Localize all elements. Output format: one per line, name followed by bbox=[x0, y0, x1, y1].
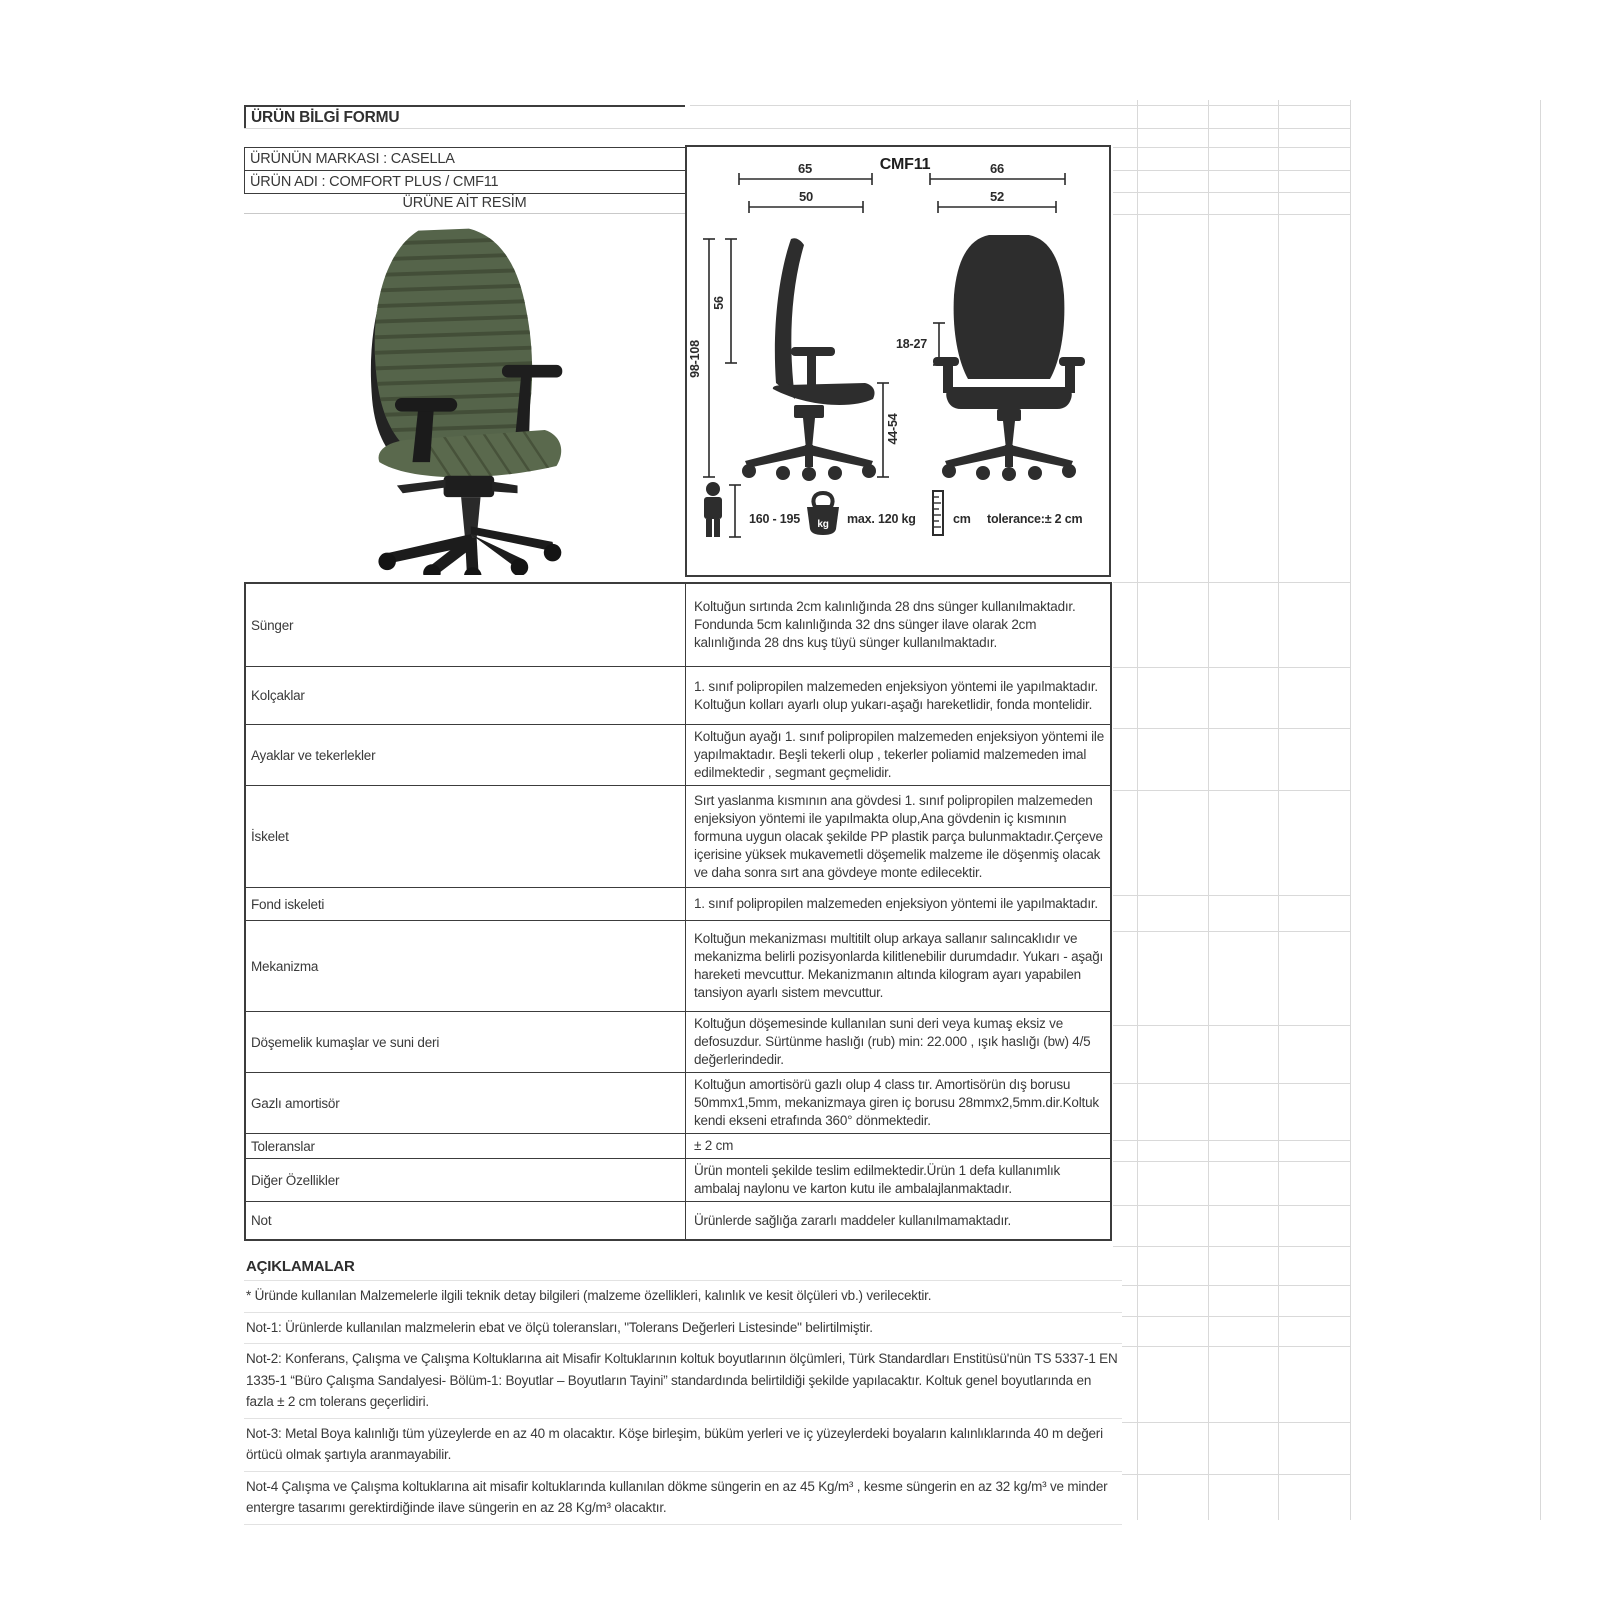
table-row-iskelet bbox=[246, 785, 1110, 887]
row-value: ± 2 cm bbox=[694, 1138, 734, 1153]
table-row-dosemelik bbox=[246, 1011, 1110, 1072]
dim-side-width: 65 bbox=[797, 161, 813, 176]
table-row-diger-ozellikler bbox=[246, 1158, 1110, 1201]
dim-front-width: 66 bbox=[989, 161, 1005, 176]
max-weight-label: max. 120 kg bbox=[847, 512, 916, 526]
table-row-ayaklar bbox=[246, 724, 1110, 785]
dimension-drawing bbox=[687, 147, 1109, 575]
note-item: Not-2: Konferans, Çalışma ve Çalışma Koltuklarına ait Misafir Koltuklarının koltuk boyutlarının ölçümleri, Türk Standardları Enstitüsü'nün TS 5337-1 EN 1335-1 “Büro Çalışma Sandalyesi- Bölüm-1: Boyutlar – Boyutların Tayini” standardında belirtildiği şekilde yapılacaktır. Koltuk genel boyutlarında en fazla ± 2 cm tolerans geçerlidiri. bbox=[244, 1343, 1122, 1418]
row-label: Ayaklar ve tekerlekler bbox=[246, 725, 686, 785]
table-row-gazli-amortisor bbox=[246, 1072, 1110, 1133]
note-item: Not-3: Metal Boya kalınlığı tüm yüzeylerde en az 40 m olacaktır. Köşe birleşim, büküm yerleri ve iç yüzeylerdeki boyaların kalınlıklarında 40 m değeri örtücü olmak şartıyla aranmayabilir. bbox=[244, 1418, 1122, 1471]
note-item: Not-1: Ürünlerde kullanılan malzmelerin ebat ve ölçü toleransları, "Tolerans Değerleri Listesinde" belirtilmiştir. bbox=[244, 1312, 1122, 1344]
table-row-toleranslar bbox=[246, 1133, 1110, 1158]
table-row-kolcaklar bbox=[246, 666, 1110, 724]
row-value: Sırt yaslanma kısmının ana gövdesi 1. sınıf polipropilen malzemeden enjeksiyon yöntemi ile yapılmakta olup,Ana gövdenin iç kısmının formuna uygun olacak şekilde PP plastik parça bulunmaktadır.Çerçeve içerisine yüksek mukavemetli döşemelik malzeme ile döşenmiş olacak ve daha sonra sırt ana gövdeye monte edilecektir. bbox=[694, 792, 1103, 880]
note-item: Not-4 Çalışma ve Çalışma koltuklarına ait misafir koltuklarında kullanılan dökme süngerin en az 45 Kg/m³ , kesme süngerin en az 32 kg/m³ ve minder entergre tasarımı gerektirdiğinde ilave süngerin en az 28 Kg/m³ olacaktır. bbox=[244, 1471, 1122, 1525]
table-row-fond-iskeleti bbox=[246, 887, 1110, 920]
kg-glyph: kg bbox=[817, 519, 829, 530]
row-value: Koltuğun sırtında 2cm kalınlığında 28 dns sünger kullanılmaktadır. Fondunda 5cm kalınlığında 32 dns sünger ilave olarak 2cm kalınlığında 28 dns kuş tüyü sünger kullanılmaktadır. bbox=[694, 599, 1076, 650]
row-label: Mekanizma bbox=[246, 921, 686, 1011]
ruler-icon bbox=[933, 491, 943, 535]
table-row-not bbox=[246, 1201, 1110, 1239]
dim-total-height: 98-108 bbox=[688, 340, 702, 378]
tolerance-label: tolerance:± 2 cm bbox=[987, 512, 1083, 526]
row-label: Döşemelik kumaşlar ve suni deri bbox=[246, 1012, 686, 1072]
page-title: ÜRÜN BİLGİ FORMU bbox=[244, 105, 685, 128]
dimension-diagram bbox=[685, 145, 1111, 577]
dim-front-seat: 52 bbox=[989, 189, 1005, 204]
model-code: CMF11 bbox=[879, 156, 931, 173]
notes-heading: AÇIKLAMALAR bbox=[246, 1258, 355, 1275]
dim-armrest-height: 18-27 bbox=[896, 337, 927, 351]
dim-side-seat: 50 bbox=[798, 189, 814, 204]
unit-label: cm bbox=[953, 512, 971, 526]
notes-section bbox=[244, 1252, 1122, 1525]
dim-back-height: 56 bbox=[712, 296, 726, 310]
image-caption: ÜRÜNE AİT RESİM bbox=[244, 192, 686, 214]
row-value: 1. sınıf polipropilen malzemeden enjeksiyon yöntemi ile yapılmaktadır. bbox=[694, 896, 1098, 911]
row-label: Kolçaklar bbox=[246, 667, 686, 724]
row-value: Koltuğun ayağı 1. sınıf polipropilen malzemeden enjeksiyon yöntemi ile yapılmaktadır. Beşli tekerli olup , tekerler poliamid malzemeden imal edilmektedir , segmant geçmelidir. bbox=[694, 729, 1104, 780]
row-label: Not bbox=[246, 1202, 686, 1239]
product-name-row: ÜRÜN ADI : COMFORT PLUS / CMF11 bbox=[244, 170, 686, 194]
row-value: 1. sınıf polipropilen malzemeden enjeksiyon yöntemi ile yapılmaktadır. Koltuğun kolları ayarlı olup yukarı-aşağı hareketlidir, fonda montelidir. bbox=[694, 678, 1098, 712]
row-label: İskelet bbox=[246, 786, 686, 887]
brand-row: ÜRÜNÜN MARKASI : CASELLA bbox=[244, 147, 686, 171]
row-value: Ürünlerde sağlığa zararlı maddeler kullanılmamaktadır. bbox=[694, 1212, 1012, 1228]
table-row-sunger bbox=[246, 584, 1110, 666]
row-value: Koltuğun amortisörü gazlı olup 4 class tır. Amortisörün dış borusu 50mmx1,5mm, mekanizmaya giren iç borusu 28mmx2,5mm.dir.Koltuk kendi ekseni etrafında 360° dönmektedir. bbox=[694, 1077, 1099, 1128]
row-label: Diğer Özellikler bbox=[246, 1159, 686, 1201]
product-photo bbox=[244, 214, 686, 577]
row-label: Sünger bbox=[246, 584, 686, 666]
row-label: Gazlı amortisör bbox=[246, 1073, 686, 1133]
user-height-icon bbox=[704, 482, 722, 537]
row-label: Toleranslar bbox=[246, 1134, 686, 1158]
dim-seat-height: 44-54 bbox=[886, 413, 900, 445]
spec-table bbox=[244, 582, 1112, 1241]
chair-photo-illustration bbox=[270, 217, 660, 575]
user-height-label: 160 - 195 bbox=[749, 512, 801, 526]
note-item: * Üründe kullanılan Malzemelerle ilgili teknik detay bilgileri (malzeme özellikleri, kalınlık ve kesit ölçüleri vb.) verilecektir. bbox=[244, 1280, 1122, 1312]
row-value: Koltuğun döşemesinde kullanılan suni deri veya kumaş eksiz ve defosuzdur. Sürtünme haslığı (rub) min: 22.000 , ışık haslığı (bw) 4/5 değerlerindedir. bbox=[694, 1016, 1091, 1067]
row-value: Ürün monteli şekilde teslim edilmektedir.Ürün 1 defa kullanımlık ambalaj naylonu ve karton kutu ile ambalajlanmaktadır. bbox=[694, 1163, 1061, 1196]
max-weight-icon bbox=[807, 493, 839, 535]
row-value: Koltuğun mekanizması multitilt olup arkaya sallanır salıncaklıdır ve mekanizma belirli pozisyonlarda kilitlenebilir durumdadır. Yukarı - aşağı hareketi mevcuttur. Mekanizmanın altında kilogram ayarı yapabilen tansiyon ayarlı sistem mevcuttur. bbox=[694, 931, 1104, 1000]
table-row-mekanizma bbox=[246, 920, 1110, 1011]
row-label: Fond iskeleti bbox=[246, 888, 686, 920]
